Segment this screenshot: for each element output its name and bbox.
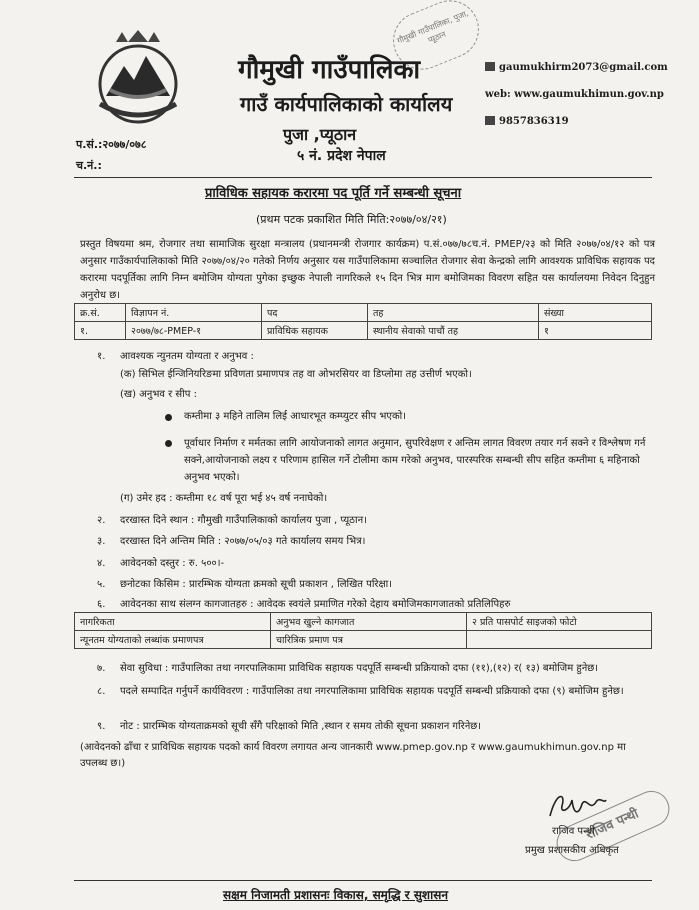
signature-stamp: राजिव पन्थी bbox=[551, 785, 675, 867]
item-requirements: आवश्यक न्युनतम योग्यता र अनुभव : bbox=[120, 351, 254, 362]
item-selection: छनोटका किसिम : प्रारम्भिक योग्यता क्रमको सूची प्रकाशन , लिखित परिक्षा। bbox=[120, 579, 393, 590]
experience-bullet: कम्तीमा ३ महिने तालिम लिई आधारभूत कम्प्युटर सीप भएको। bbox=[184, 411, 407, 422]
notice-subtitle: (प्रथम पटक प्रकाशित मिति मिति:२०७७/०४/२१) bbox=[256, 213, 447, 226]
table-header-row bbox=[75, 304, 652, 322]
table-cell: २०७७/७८-PMEP-१ bbox=[126, 322, 262, 340]
table-cell: न्यूनतम योग्यताको लब्धांक प्रमाणपत्र bbox=[75, 631, 271, 649]
table-cell: १. bbox=[75, 322, 126, 340]
mail-icon bbox=[485, 62, 495, 71]
item-documents: आवेदनका साथ संलग्न कागजातहरु : आवेदक स्वयंले प्रमाणित गरेको देहाय बमोजिमकागजातको प्रतिलिपिहरु bbox=[120, 599, 511, 610]
email-line bbox=[485, 62, 668, 73]
item-experience: (ख) अनुभव र सीप : bbox=[120, 389, 197, 400]
item-note: नोट : प्रारम्भिक योग्यताक्रमको सूची सँगै परिक्षाको मिति ,स्थान र समय तोकी सूचना प्रकाशन गरिनेछ। bbox=[120, 721, 482, 732]
notice-intro: प्रस्तुत विषयमा श्रम, रोजगार तथा सामाजिक सुरक्षा मन्त्रालय (प्रधानमन्त्री रोजगार कार्यक्रम) प.सं.०७७/७८च.नं. PMEP/२३ को मिति २०७७/०४/१२ को पत्र अनुसार गाउँकार्यपालिकाको मिति २०७७/०४/२० गतेको निर्णय अनुसार यस गाउँपालिकामा सञ्चालित रोजगार सेवा केन्द्रको लागि आवश्यक प्राविधिक सहायक पद करारमा पदपूर्तिका लागि निम्न बमोजिम योग्यता पुगेका इच्छुक नेपाली नागरिकले १५ दिन भित्र माग बमोजिमका विवरण सहित यस कार्यालयमा निवेदन दिनुहुन अनुरोध छ। bbox=[80, 239, 655, 301]
post-table bbox=[74, 303, 652, 340]
table-cell: प्राविधिक सहायक bbox=[262, 322, 368, 340]
office-title: गाउँ कार्यपालिकाको कार्यालय bbox=[240, 92, 453, 116]
item-job-description: पदले सम्पादित गर्नुपर्ने कार्यविवरण : गाउँपालिका तथा नगरपालिकामा प्राविधिक सहायक पदपूर्ति सम्बन्धी प्रक्रियाको दफा (९) बमोजिम हुनेछ। bbox=[120, 686, 624, 697]
phone-line bbox=[485, 116, 569, 127]
notice-title: प्राविधिक सहायक करारमा पद पूर्ति गर्ने सम्बन्धी सूचना bbox=[205, 186, 462, 201]
municipality-title: गौमुखी गाउँपालिका bbox=[238, 55, 421, 85]
item-number: १. bbox=[97, 351, 106, 362]
item-application-place: दरखास्त दिने स्थान : गौमुखी गाउँपालिकाको कार्यालय पुजा , प्यूठान। bbox=[120, 515, 367, 526]
documents-table bbox=[74, 612, 652, 649]
table-row bbox=[75, 631, 652, 649]
phone-icon bbox=[485, 116, 495, 125]
table-cell: अनुभव खुल्ने कागजात bbox=[271, 613, 467, 631]
table-cell: स्थानीय सेवाको पाचौं तह bbox=[368, 322, 539, 340]
table-row bbox=[75, 613, 652, 631]
table-row bbox=[75, 322, 652, 340]
phone-text: 9857836319 bbox=[499, 116, 569, 127]
item-number: ७. bbox=[97, 663, 106, 674]
table-header: पद bbox=[262, 304, 368, 322]
office-location: पुजा ,प्यूठान bbox=[283, 125, 357, 144]
item-number: ९. bbox=[97, 721, 106, 732]
bullet-icon bbox=[165, 414, 172, 421]
header-divider bbox=[74, 177, 652, 178]
item-number: ६. bbox=[97, 599, 106, 610]
signatory-designation: प्रमुख प्रशासकीय अधिकृत bbox=[525, 845, 619, 856]
table-header: क्र.सं. bbox=[75, 304, 126, 322]
table-cell: चारित्रिक प्रमाण पत्र bbox=[271, 631, 467, 649]
province-label: ५ नं. प्रदेश नेपाल bbox=[297, 148, 386, 164]
bullet-icon bbox=[165, 440, 172, 447]
footnote: (आवेदनको ढाँचा र प्राविधिक सहायक पदको कार्य विवरण लगायत अन्य जानकारी www.pmep.gov.np र www.gaumukhimun.gov.np मा उपलब्ध छ।) bbox=[80, 742, 626, 769]
footer-slogan: सक्षम निजामती प्रशासनः विकास, समृद्धि र सुशासन bbox=[223, 888, 448, 902]
item-number: ८. bbox=[97, 686, 106, 697]
table-cell: १ bbox=[539, 322, 652, 340]
item-number: ४. bbox=[97, 558, 106, 569]
table-header: विज्ञापन नं. bbox=[126, 304, 262, 322]
office-stamp: गौमुखी गाउँपालिका, पुजा, प्यूठान bbox=[384, 0, 487, 78]
item-age-limit: (ग) उमेर हद : कम्तीमा १८ वर्ष पूरा भई ४५ वर्ष ननाघेको। bbox=[120, 493, 328, 504]
item-benefits: सेवा सुविधा : गाउँपालिका तथा नगरपालिकामा प्राविधिक सहायक पदपूर्ति सम्बन्धी प्रक्रियाको दफा (११),(१२) र( १३) बमोजिम हुनेछ। bbox=[120, 663, 599, 674]
nepal-emblem-logo bbox=[86, 26, 190, 130]
table-cell: नागरिकता bbox=[75, 613, 271, 631]
item-number: ५. bbox=[97, 579, 106, 590]
signatory-name: राजिव पन्थी bbox=[552, 826, 595, 837]
item-deadline: दरखास्त दिने अन्तिम मिति : २०७७/०५/०३ गते कार्यालय समय भित्र। bbox=[120, 536, 366, 547]
reference-number: प.सं.:२०७७/०७८ bbox=[76, 138, 147, 151]
item-fee: आवेदनको दस्तुर : रु. ५००।- bbox=[120, 558, 225, 569]
item-number: ३. bbox=[97, 536, 106, 547]
dispatch-number: च.नं.: bbox=[76, 159, 102, 172]
email-text: gaumukhirm2073@gmail.com bbox=[499, 62, 668, 73]
experience-bullet: पूर्वाधार निर्माण र मर्मतका लागि आयोजनाको लागत अनुमान, सुपरिवेक्षण र अन्तिम लागत विवरण तयार गर्न सक्ने र विश्लेषण गर्न सक्ने,आयोजनाको लक्ष्य र परिणाम हासिल गर्ने टोलीमा काम गरेको अनुभव, पारस्परिक सम्बन्धी सीप सहित कम्तीमा ६ महिनाको अनुभव भएको। bbox=[184, 438, 646, 483]
item-number: २. bbox=[97, 515, 106, 526]
table-cell: २ प्रति पासपोर्ट साइजको फोटो bbox=[467, 613, 652, 631]
footer-divider bbox=[74, 880, 652, 881]
table-cell bbox=[467, 631, 652, 649]
table-header: तह bbox=[368, 304, 539, 322]
table-header: संख्या bbox=[539, 304, 652, 322]
item-qualification: (क) सिभिल ईन्जिनियरिङमा प्रविणता प्रमाणपत्र तह वा ओभरसियर वा डिप्लोमा तह उत्तीर्ण भएको। bbox=[120, 369, 472, 380]
website-line: web: www.gaumukhimun.gov.np bbox=[485, 89, 664, 100]
